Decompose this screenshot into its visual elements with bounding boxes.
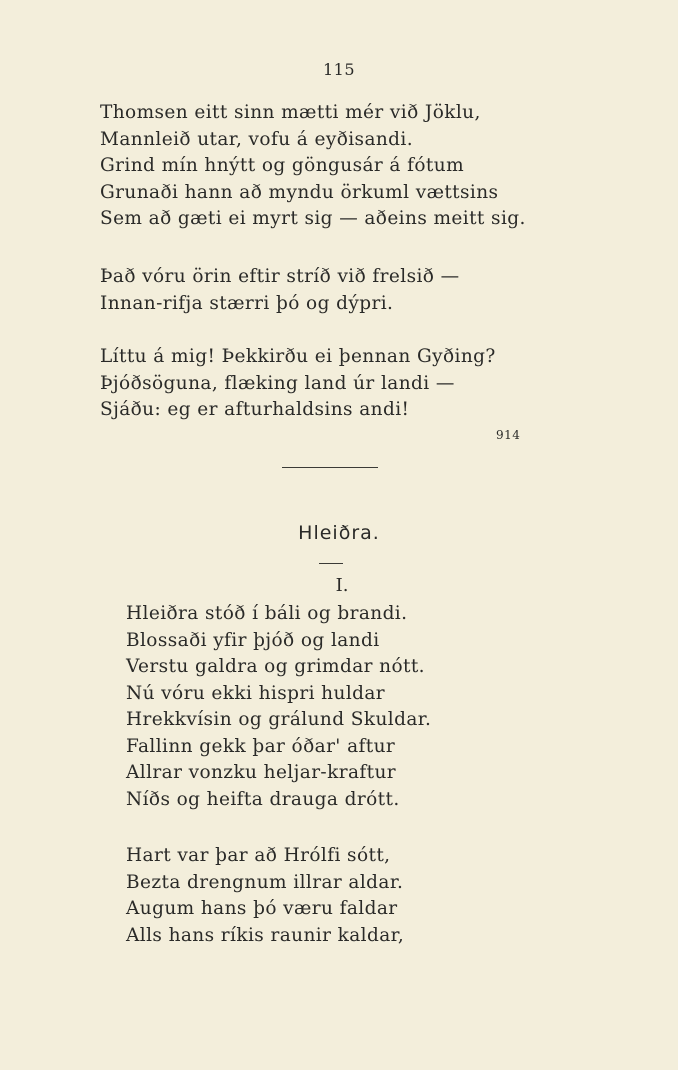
stanza xyxy=(126,843,404,949)
verse-line: Grind mín hnýtt og göngusár á fótum xyxy=(100,155,465,176)
verse-line: Allrar vonzku heljar-kraftur xyxy=(126,762,397,783)
verse-line: Blossaði yfir þjóð og landi xyxy=(126,629,380,651)
stanza xyxy=(100,264,460,317)
verse-line: Það vóru örin eftir stríð við frelsið — xyxy=(100,266,460,287)
verse-line: Verstu galdra og grimdar nótt. xyxy=(126,656,425,677)
verse-line: Grunaði hann að myndu örkuml vættsins xyxy=(100,181,499,203)
verse-line: Hart var þar að Hrólfi sótt, xyxy=(126,845,391,866)
stanza xyxy=(100,100,526,233)
verse-line: Líttu á mig! Þekkirðu ei þennan Gyðing? xyxy=(100,346,496,367)
verse-line: Thomsen eitt sinn mætti mér við Jöklu, xyxy=(100,102,481,123)
poem-number: 914 xyxy=(496,428,521,442)
stanza xyxy=(100,344,496,424)
verse-line: Bezta drengnum illrar aldar. xyxy=(126,871,404,893)
verse-line: Augum hans þó væru faldar xyxy=(126,898,398,919)
verse-line: Innan-rifja stærri þó og dýpri. xyxy=(100,292,394,314)
verse-line: Níðs og heifta drauga drótt. xyxy=(126,788,400,810)
verse-line: Sem að gæti ei myrt sig — aðeins meitt sig. xyxy=(100,208,526,229)
verse-line: Hleiðra stóð í báli og brandi. xyxy=(126,603,408,624)
verse-line: Mannleið utar, vofu á eyðisandi. xyxy=(100,128,414,150)
title-divider xyxy=(319,563,343,564)
verse-line: Hrekkvísin og grálund Skuldar. xyxy=(126,709,432,730)
part-number: I. xyxy=(335,575,349,596)
verse-line: Þjóðsöguna, flæking land úr landi — xyxy=(100,372,455,394)
verse-line: Sjáðu: eg er afturhaldsins andi! xyxy=(100,399,410,420)
stanza xyxy=(126,601,431,813)
page-number: 115 xyxy=(322,60,356,79)
verse-line: Fallinn gekk þar óðar' aftur xyxy=(126,735,396,757)
poem-title: Hleiðra. xyxy=(298,522,380,544)
verse-line: Alls hans ríkis raunir kaldar, xyxy=(126,924,405,946)
verse-line: Nú vóru ekki hispri huldar xyxy=(126,682,386,704)
section-divider xyxy=(282,467,378,468)
